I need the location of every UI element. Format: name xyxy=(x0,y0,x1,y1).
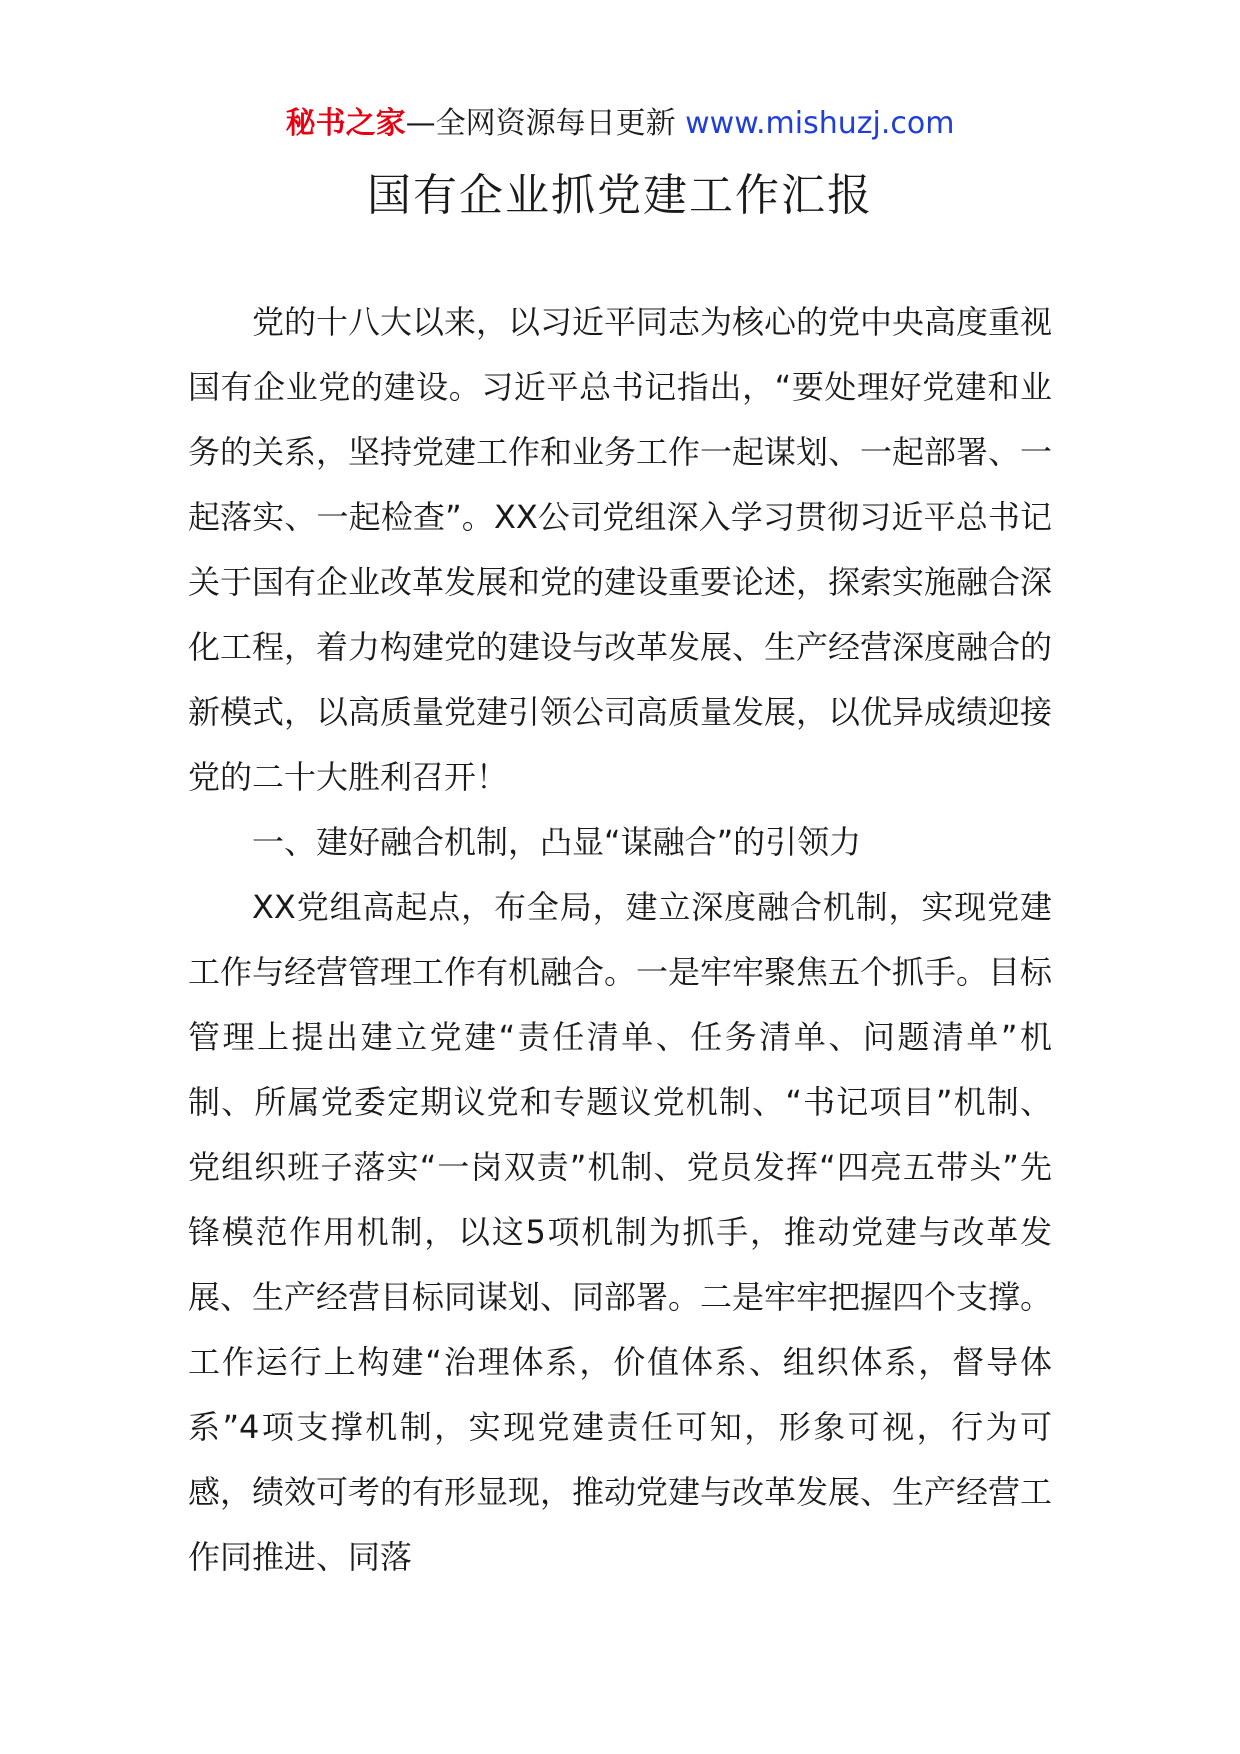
document-body xyxy=(188,290,1052,1590)
paragraph-section-1: XX党组高起点，布全局，建立深度融合机制，实现党建工作与经营管理工作有机融合。一是牢牢聚焦五个抓手。目标管理上提出建立党建“责任清单、任务清单、问题清单”机制、所属党委定期议党和专题议党机制、“书记项目”机制、党组织班子落实“一岗双责”机制、党员发挥“四亮五带头”先锋模范作用机制，以这5项机制为抓手，推动党建与改革发展、生产经营目标同谋划、同部署。二是牢牢把握四个支撑。工作运行上构建“治理体系，价值体系、组织体系，督导体系”4项支撑机制，实现党建责任可知，形象可视，行为可感，绩效可考的有形显现，推动党建与改革发展、生产经营工作同推进、同落 xyxy=(188,888,1053,1576)
banner-tagline: —全网资源每日更新 xyxy=(405,106,686,141)
site-banner xyxy=(0,104,1240,144)
document-title: 国有企业抓党建工作汇报 xyxy=(367,170,873,221)
section-heading-1: 一、建好融合机制，凸显“谋融合”的引领力 xyxy=(252,823,862,861)
paragraph-intro: 党的十八大以来，以习近平同志为核心的党中央高度重视国有企业党的建设。习近平总书记指出，“要处理好党建和业务的关系，坚持党建工作和业务工作一起谋划、一起部署、一起落实、一起检查”。XX公司党组深入学习贯彻习近平总书记关于国有企业改革发展和党的建设重要论述，探索实施融合深化工程，着力构建党的建设与改革发展、生产经营深度融合的新模式，以高质量党建引领公司高质量发展，以优异成绩迎接党的二十大胜利召开！ xyxy=(188,303,1053,796)
brand-name: 秘书之家 xyxy=(285,106,406,141)
banner-url-link[interactable]: www.mishuzj.com xyxy=(685,106,955,141)
